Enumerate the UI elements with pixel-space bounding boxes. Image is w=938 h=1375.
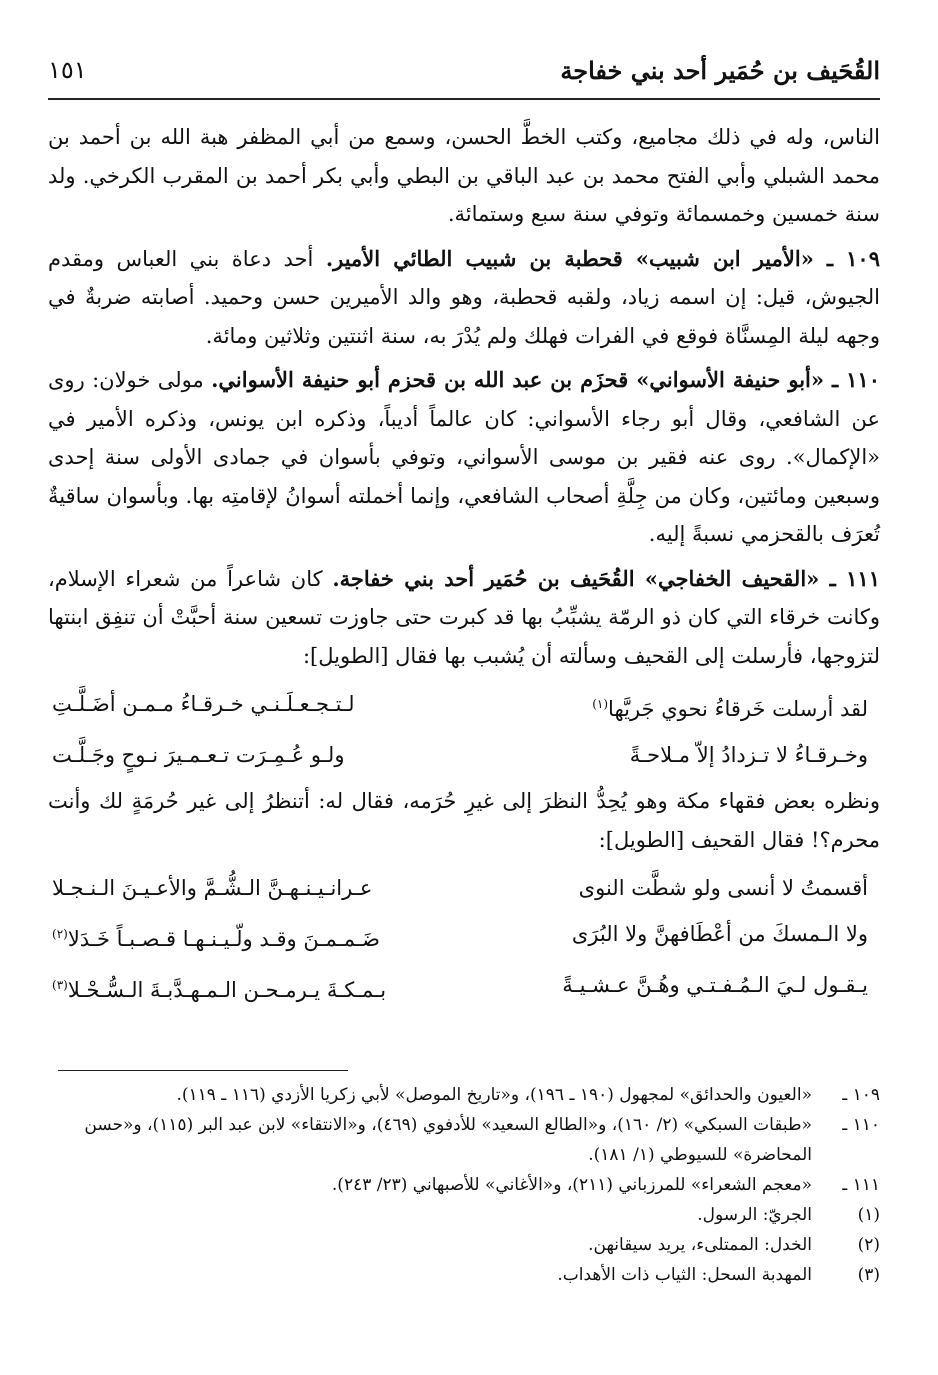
footnote-text: الخدل: الممتلىء، يريد سيقانهن.: [588, 1235, 812, 1255]
entry-text: مولى خولان: روى عن الشافعي، وقال أبو رجاء الأسواني: كان عالماً أديباً، وذكره ابن يونس، وذكره الأمير في «الإكمال». روى عنه فقير بن موسى الأسواني، وتوفي بأسوان في جمادى الأولى سنة إحدى وسبعين ومائتين، وكان من جِلَّةِ أصحاب الشافعي، وإنما أخملته أسوانُ لإقامتِه بها. وبأسوان ساقيةٌ تُعرَف بالقحزمي نسبةً إليه.: [48, 368, 881, 546]
entry-heading: ١٠٩ ـ «الأمير ابن شبيب» قحطبة بن شبيب الطائي الأمير.: [325, 245, 880, 271]
verse-line: [48, 962, 880, 1013]
footnote-item: [48, 1200, 880, 1230]
narrative-paragraph: ونظره بعض فقهاء مكة وهو يُحِدُّ النظرَ إلى غيرِ حُرَمه، فقال له: أتنظرُ إلى غير حُرمَةٍ لك وأنت محرم؟! فقال القحيف [الطويل]:: [48, 789, 880, 852]
verse-second-hemistich: لـتـجـعـلَـنـي خـرقـاءُ مـمـن أضَـلَّـتِ: [52, 692, 355, 716]
verse-second-hemistich: ضَـمـمـنَ وقـد ولّـيـنـهـا قـصـبـاً خَـدَلا$^{(٢)}$: [52, 927, 380, 951]
footnote-marker: (١): [592, 697, 609, 711]
entry-text: أحد دعاة بني العباس ومقدم الجيوش، قيل: إن اسمه زياد، ولقبه قحطبة، وهو والد الأميرين حسن وحميد. أصابته ضربةٌ في وجهه ليلة المِسنَّاة فوقع في الفرات فهلك ولم يُدْرَ به، سنة اثنتين وثلاثين ومائة.: [48, 246, 880, 348]
verse-first-hemistich: يـقـول لـيَ الـمُـفـتـي وهُـنَّ عـشـيـةً: [562, 973, 868, 997]
verse-first-hemistich: وخـرقـاءُ لا تـزدادُ إلاّ مـلاحـةً: [629, 743, 868, 767]
page-number: ١٥١: [48, 56, 87, 84]
footnote-item: [48, 1170, 880, 1200]
entry-heading: ١١١ ـ «القحيف الخفاجي» القُحَيف بن حُمَير أحد بني خفاجة.: [332, 565, 880, 591]
running-header: [48, 52, 880, 100]
footnote-number: (٣): [857, 1265, 880, 1285]
verse-second-hemistich: عـرانـيـنـهـنَّ الـشُّـمَّ والأعـيـنَ الـنـجـلا: [52, 876, 373, 900]
footnote-text: «العيون والحدائق» لمجهول (١٩٠ ـ ١٩٦)، و«تاريخ الموصل» لأبي زكريا الأزدي (١١٦ ـ ١١٩).: [176, 1085, 812, 1105]
verse-line: [48, 865, 880, 911]
poem-1: [48, 681, 880, 778]
footnotes: [48, 1080, 880, 1290]
footnote-divider: [58, 1070, 348, 1071]
entry-heading: ١١٠ ـ «أبو حنيفة الأسواني» قحزَم بن عبد الله بن قحزم أبو حنيفة الأسواني.: [211, 367, 880, 392]
verse-line: [48, 681, 880, 732]
verse-first-hemistich: لقد أرسلت خَرقاءُ نحوي جَريَّها$^{(١)}$: [592, 697, 868, 721]
main-text: [48, 118, 880, 1013]
entry-text: كان شاعراً من شعراء الإسلام، وكانت خرقاء التي كان ذو الرمّة يشبِّبُ بها قد كبرت حتى جاوزت تسعين سنة أحبَّتْ أن تنفِق ابنتها لتزوجها، فأرسلت إلى القحيف وسألته أن يُشبب بها فقال [الطويل]:: [48, 566, 880, 668]
entry-109: [48, 240, 880, 356]
entry-111: [48, 560, 880, 676]
footnote-text: المهدبة السحل: الثياب ذات الأهداب.: [557, 1265, 812, 1285]
footnote-item: [48, 1080, 880, 1110]
footnote-number: (٢): [857, 1235, 880, 1255]
verse-second-hemistich: بـمـكـةَ يـرمـحـن الـمـهـدَّبـةَ الـسُّـحْـلا$^{(٣)}$: [52, 978, 387, 1002]
verse-first-hemistich: ولا الـمسكَ من أعْطَافهنَّ ولا البُرَى: [571, 922, 868, 946]
footnote-text: «معجم الشعراء» للمرزباني (٢١١)، و«الأغاني» للأصبهاني (٢٣/ ٢٤٣).: [331, 1175, 812, 1195]
footnote-item: [48, 1230, 880, 1260]
entry-110: [48, 361, 880, 554]
verse-second-hemistich: ولـو عُـمِـرَت تـعـمـيرَ نـوحٍ وجَـلَّـت: [52, 743, 345, 767]
footnote-item: [48, 1260, 880, 1290]
footnote-item: [48, 1110, 880, 1170]
footnote-marker: (٢): [52, 927, 68, 941]
footnote-marker: (٣): [52, 978, 68, 992]
footnote-number: (١): [857, 1205, 880, 1225]
footnote-text: الجريّ: الرسول.: [697, 1205, 812, 1225]
poem-2: [48, 865, 880, 1013]
footnote-number: ١١٠ ـ: [842, 1115, 880, 1135]
intro-paragraph: الناس، وله في ذلك مجاميع، وكتب الخطَّ الحسن، وسمع من أبي المظفر هبة الله بن أحمد بن محمد الشبلي وأبي الفتح محمد بن عبد الباقي بن البطي وأبي بكر أحمد بن المقرب الكرخي. ولد سنة خمسين وخمسمائة وتوفي سنة سبع وستمائة.: [48, 125, 880, 226]
verse-line: [48, 911, 880, 962]
running-title: القُحَيف بن حُمَير أحد بني خفاجة: [560, 56, 880, 85]
verse-line: [48, 732, 880, 778]
footnote-number: ١٠٩ ـ: [842, 1085, 880, 1105]
footnote-text: «طبقات السبكي» (٢/ ١٦٠)، و«الطالع السعيد» للأدفوي (٤٦٩)، و«الانتقاء» لابن عبد البر (١١٥)، و«حسن المحاضرة» للسيوطي (١/ ١٨١).: [84, 1115, 812, 1165]
verse-first-hemistich: أقسمتُ لا أنسى ولو شطَّت النوى: [578, 876, 868, 900]
footnote-number: ١١١ ـ: [842, 1175, 880, 1195]
